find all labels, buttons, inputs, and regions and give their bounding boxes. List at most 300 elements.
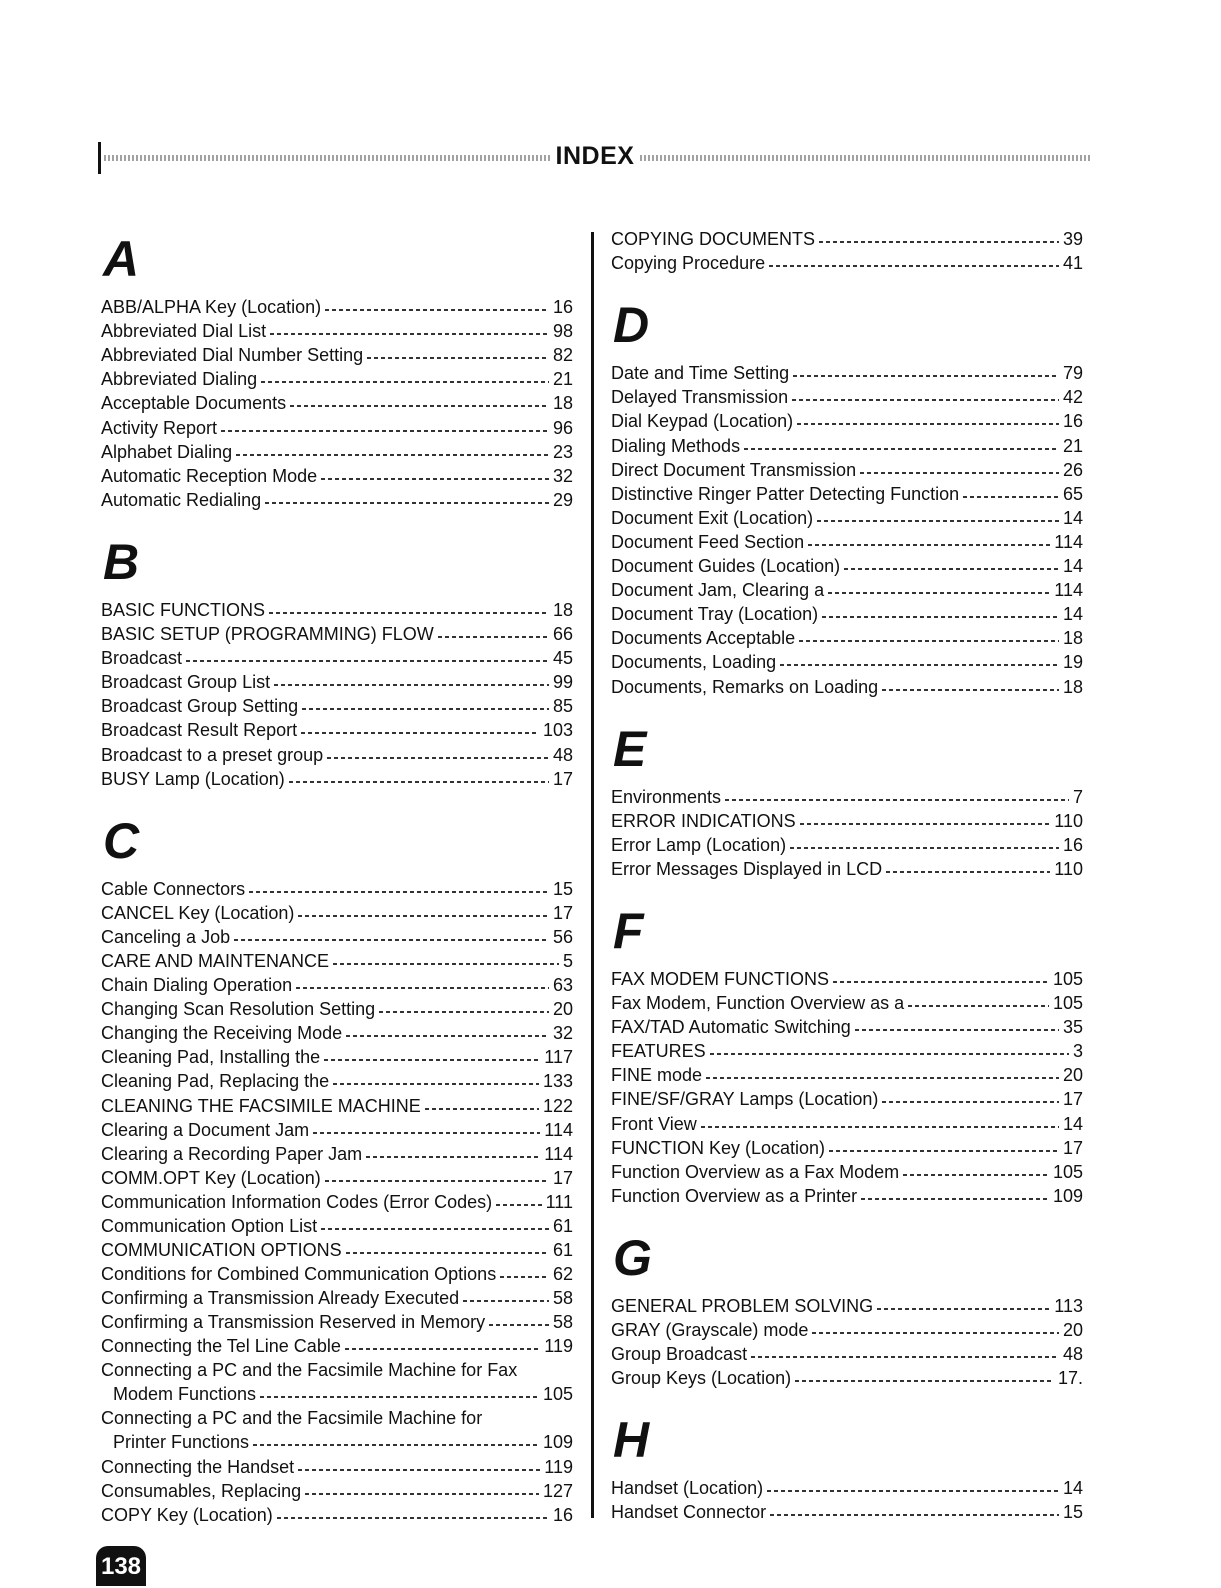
- entry-page: 119: [544, 1456, 573, 1477]
- entry-text: Changing Scan Resolution Setting: [101, 999, 376, 1020]
- index-entry: [607, 505, 1083, 529]
- entry-page: 61: [552, 1216, 573, 1236]
- index-column-right: [607, 226, 1083, 1523]
- entry-text: Activity Report: [101, 417, 218, 438]
- leader-dots: [812, 1332, 1059, 1334]
- entry-page: 114: [1054, 531, 1083, 552]
- index-entry: [97, 1453, 573, 1477]
- entry-text: Error Lamp (Location): [611, 834, 787, 855]
- entry-page: 113: [1054, 1295, 1083, 1316]
- index-entry: [607, 250, 1083, 274]
- index-entry: [607, 577, 1083, 601]
- entry-text: Clearing a Recording Paper Jam: [101, 1143, 363, 1164]
- page-title: INDEX: [555, 142, 635, 170]
- entry-text: Changing the Receiving Mode: [101, 1023, 343, 1044]
- section-letter: H: [613, 1412, 650, 1469]
- leader-dots: [828, 592, 1050, 594]
- entry-text: Cable Connectors: [101, 878, 246, 899]
- entry-text: Connecting a PC and the Facsimile Machine for Fax: [101, 1360, 518, 1381]
- leader-dots: [249, 891, 549, 893]
- entry-page: 82: [552, 345, 573, 366]
- entry-text: Document Tray (Location): [611, 604, 819, 625]
- leader-dots: [253, 1444, 539, 1446]
- section-letter: C: [103, 812, 140, 869]
- index-entry: [607, 1475, 1083, 1499]
- entry-text: Environments: [611, 786, 722, 807]
- leader-dots: [327, 757, 549, 759]
- leader-dots: [301, 732, 539, 734]
- header-rule-right: [640, 155, 1092, 161]
- leader-dots: [882, 1101, 1059, 1103]
- section-letter: E: [613, 720, 647, 777]
- entry-text: ABB/ALPHA Key (Location): [101, 297, 322, 318]
- index-entry: [607, 1062, 1083, 1086]
- entry-text: Clearing a Document Jam: [101, 1119, 310, 1140]
- leader-dots: [790, 847, 1059, 849]
- entry-text: Documents, Remarks on Loading: [611, 676, 879, 697]
- entry-text: FEATURES: [611, 1041, 706, 1062]
- entry-text: FUNCTION Key (Location): [611, 1137, 826, 1158]
- leader-dots: [710, 1053, 1069, 1055]
- index-entry: [97, 972, 573, 996]
- leader-dots: [792, 399, 1059, 401]
- entry-text: Abbreviated Dialing: [101, 369, 258, 390]
- entry-page: 16: [1062, 411, 1083, 432]
- leader-dots: [367, 357, 549, 359]
- leader-dots: [366, 1156, 540, 1158]
- index-entry: [97, 948, 573, 972]
- index-entry: [97, 996, 573, 1020]
- entry-page: 99: [552, 672, 573, 693]
- entry-text: Documents Acceptable: [611, 628, 796, 649]
- entry-page: 18: [552, 599, 573, 620]
- leader-dots: [725, 799, 1069, 801]
- index-entry: [97, 621, 573, 645]
- page-number-badge: 138: [96, 1546, 146, 1586]
- entry-text: Function Overview as a Printer: [611, 1185, 858, 1206]
- entry-page: 122: [542, 1095, 573, 1116]
- index-entry: [97, 1189, 573, 1213]
- leader-dots: [305, 1493, 539, 1495]
- entry-text: CLEANING THE FACSIMILE MACHINE: [101, 1095, 421, 1116]
- entry-page: 26: [1062, 459, 1083, 480]
- leader-dots: [800, 823, 1051, 825]
- entry-page: 17: [552, 1167, 573, 1188]
- entry-text: Copying Procedure: [611, 253, 766, 274]
- index-entry: [97, 1141, 573, 1165]
- entry-text: Broadcast Result Report: [101, 720, 298, 741]
- entry-text: Consumables, Replacing: [101, 1480, 302, 1501]
- entry-text: COMM.OPT Key (Location): [101, 1167, 321, 1188]
- index-entry: [97, 414, 573, 438]
- entry-text: COPYING DOCUMENTS: [611, 229, 816, 250]
- entry-page: 18: [1062, 676, 1083, 697]
- index-section-e: [607, 720, 1083, 880]
- entry-text: Cleaning Pad, Replacing the: [101, 1071, 330, 1092]
- leader-dots: [886, 871, 1050, 873]
- index-column-left: [97, 226, 573, 1526]
- index-entry: [607, 832, 1083, 856]
- entry-text: Connecting a PC and the Facsimile Machine for: [101, 1408, 483, 1429]
- leader-dots: [751, 1356, 1059, 1358]
- index-entry: [607, 226, 1083, 250]
- entry-text-continued: Modem Functions: [113, 1384, 257, 1405]
- index-entry: [97, 1165, 573, 1189]
- index-entry: [97, 294, 573, 318]
- leader-dots: [860, 472, 1059, 474]
- index-entry: [97, 366, 573, 390]
- entry-page: 58: [552, 1312, 573, 1333]
- entry-page: 110: [1054, 810, 1083, 831]
- entry-text: BASIC FUNCTIONS: [101, 599, 266, 620]
- entry-text: Document Guides (Location): [611, 556, 841, 577]
- entry-text: Abbreviated Dial List: [101, 321, 267, 342]
- entry-page: 63: [552, 975, 573, 996]
- entry-page: 32: [552, 1023, 573, 1044]
- index-entry: [607, 1038, 1083, 1062]
- leader-dots: [265, 502, 549, 504]
- entry-page: 111: [545, 1191, 573, 1212]
- entry-text: BUSY Lamp (Location): [101, 768, 285, 789]
- entry-page: 39: [1062, 229, 1083, 250]
- index-entry: [97, 645, 573, 669]
- entry-page: 45: [552, 648, 573, 669]
- leader-dots: [797, 423, 1059, 425]
- entry-text: Alphabet Dialing: [101, 441, 233, 462]
- entry-text: Conditions for Combined Communication Options: [101, 1264, 497, 1285]
- leader-dots: [819, 241, 1059, 243]
- index-entry: [607, 432, 1083, 456]
- entry-text: FINE mode: [611, 1065, 703, 1086]
- index-section-h: [607, 1412, 1083, 1523]
- entry-text: Handset Connector: [611, 1502, 767, 1523]
- leader-dots: [817, 520, 1059, 522]
- index-entry: [607, 408, 1083, 432]
- leader-dots: [298, 1469, 540, 1471]
- leader-dots: [321, 1228, 549, 1230]
- leader-dots: [345, 1348, 540, 1350]
- index-entry: [607, 966, 1083, 990]
- leader-dots: [767, 1490, 1059, 1492]
- entry-page: 15: [552, 878, 573, 899]
- entry-page: 21: [1062, 435, 1083, 456]
- entry-text: FAX MODEM FUNCTIONS: [611, 968, 830, 989]
- entry-page: 98: [552, 321, 573, 342]
- index-entry: [97, 1357, 573, 1405]
- leader-dots: [261, 381, 549, 383]
- leader-dots: [844, 568, 1059, 570]
- leader-dots: [744, 448, 1059, 450]
- leader-dots: [808, 544, 1050, 546]
- leader-dots: [908, 1005, 1049, 1007]
- leader-dots: [290, 405, 549, 407]
- leader-dots: [793, 375, 1059, 377]
- entry-text: COPY Key (Location): [101, 1504, 273, 1525]
- entry-text: GRAY (Grayscale) mode: [611, 1320, 809, 1340]
- leader-dots: [706, 1077, 1059, 1079]
- leader-dots: [855, 1029, 1059, 1031]
- entry-text: Confirming a Transmission Already Executed: [101, 1288, 460, 1309]
- entry-page: 7: [1072, 786, 1083, 807]
- leader-dots: [769, 265, 1059, 267]
- entry-page: 41: [1062, 253, 1083, 274]
- section-letter: F: [613, 902, 644, 959]
- entry-text: Delayed Transmission: [611, 387, 789, 408]
- index-entry: [607, 1293, 1083, 1317]
- entry-text: Cleaning Pad, Installing the: [101, 1047, 321, 1068]
- entry-page: 20: [552, 999, 573, 1020]
- leader-dots: [333, 1083, 539, 1085]
- index-entry: [97, 463, 573, 487]
- index-entry: [97, 717, 573, 741]
- index-entry: [607, 529, 1083, 553]
- entry-text: CANCEL Key (Location): [101, 902, 295, 923]
- entry-text: GENERAL PROBLEM SOLVING: [611, 1295, 874, 1316]
- index-entry: [97, 900, 573, 924]
- index-entry: [97, 1068, 573, 1092]
- entry-page: 62: [552, 1264, 573, 1285]
- index-entry: [97, 1213, 573, 1237]
- index-entry: [97, 439, 573, 463]
- index-entry: [97, 1044, 573, 1068]
- index-entry: [607, 601, 1083, 625]
- index-entry: [97, 1020, 573, 1044]
- section-letter: D: [613, 297, 650, 354]
- entry-text: Automatic Reception Mode: [101, 465, 318, 486]
- entry-text: Dial Keypad (Location): [611, 411, 794, 432]
- column-divider: [591, 232, 594, 1518]
- index-entry: [607, 673, 1083, 697]
- index-entry: [97, 924, 573, 948]
- index-entry: [97, 1237, 573, 1261]
- index-section-c: [97, 812, 573, 1526]
- leader-dots: [260, 1396, 539, 1398]
- entry-text: CARE AND MAINTENANCE: [101, 950, 330, 971]
- entry-page: 105: [1052, 1161, 1083, 1182]
- entry-text: Broadcast to a preset group: [101, 744, 324, 765]
- index-entry: [607, 481, 1083, 505]
- entry-page: 18: [1062, 628, 1083, 649]
- entry-text: Error Messages Displayed in LCD: [611, 858, 883, 879]
- index-section-f: [607, 902, 1083, 1207]
- entry-page: 17: [1062, 1137, 1083, 1158]
- entry-page: 16: [552, 297, 573, 318]
- entry-text: Document Feed Section: [611, 531, 805, 552]
- entry-page: 127: [542, 1480, 573, 1501]
- index-entry: [607, 1183, 1083, 1207]
- leader-dots: [379, 1011, 549, 1013]
- index-header: [98, 140, 1092, 180]
- entry-page: 16: [1062, 834, 1083, 855]
- entry-page: 117: [544, 1047, 573, 1068]
- entry-text-continued: Printer Functions: [113, 1432, 250, 1453]
- index-entry: [607, 360, 1083, 384]
- leader-dots: [795, 1380, 1054, 1382]
- entry-page: 29: [552, 489, 573, 510]
- entry-page: 48: [552, 744, 573, 765]
- index-entry: [607, 990, 1083, 1014]
- entry-page: 14: [1062, 556, 1083, 577]
- entry-page: 42: [1062, 387, 1083, 408]
- leader-dots: [822, 616, 1059, 618]
- index-entry: [607, 1014, 1083, 1038]
- entry-page: 103: [542, 720, 573, 741]
- entry-page: 14: [1062, 604, 1083, 625]
- leader-dots: [780, 664, 1059, 666]
- index-entry: [97, 1117, 573, 1141]
- leader-dots: [346, 1252, 549, 1254]
- entry-page: 14: [1062, 1113, 1083, 1134]
- index-entry: [97, 766, 573, 790]
- leader-dots: [489, 1324, 549, 1326]
- leader-dots: [221, 430, 549, 432]
- entry-text: Group Keys (Location): [611, 1368, 792, 1389]
- entry-page: 17: [552, 902, 573, 923]
- header-rule-left: [104, 155, 550, 161]
- index-entry: [97, 876, 573, 900]
- index-entry: [607, 784, 1083, 808]
- entry-page: 56: [552, 926, 573, 947]
- index-entry: [97, 1333, 573, 1357]
- index-entry: [97, 597, 573, 621]
- entry-page: 58: [552, 1288, 573, 1309]
- entry-page: 16: [552, 1504, 573, 1525]
- entry-page: 18: [552, 393, 573, 414]
- entry-text: Documents, Loading: [611, 652, 777, 673]
- index-section-continued: [607, 226, 1083, 274]
- entry-text: Dialing Methods: [611, 435, 741, 456]
- entry-page: 105: [542, 1384, 573, 1405]
- leader-dots: [236, 454, 549, 456]
- entry-text: Handset (Location): [611, 1478, 764, 1499]
- leader-dots: [324, 1059, 540, 1061]
- entry-text: COMMUNICATION OPTIONS: [101, 1240, 342, 1261]
- leader-dots: [296, 987, 549, 989]
- leader-dots: [325, 1180, 549, 1182]
- entry-text: Broadcast Group Setting: [101, 696, 299, 717]
- entry-text: Broadcast Group List: [101, 672, 271, 693]
- leader-dots: [321, 478, 549, 480]
- entry-text: Document Exit (Location): [611, 507, 814, 528]
- entry-page: 105: [1052, 993, 1083, 1014]
- index-entry: [607, 1110, 1083, 1134]
- header-left-bar: [98, 142, 101, 174]
- index-entry: [607, 553, 1083, 577]
- entry-page: 85: [552, 696, 573, 717]
- entry-text: Confirming a Transmission Reserved in Memory: [101, 1312, 486, 1333]
- entry-page: 110: [1054, 858, 1083, 879]
- entry-page: 96: [552, 417, 573, 438]
- entry-text: Communication Information Codes (Error Codes): [101, 1191, 493, 1212]
- index-entry: [97, 318, 573, 342]
- entry-text: Connecting the Handset: [101, 1456, 295, 1477]
- index-entry: [607, 457, 1083, 481]
- entry-page: 109: [542, 1432, 573, 1453]
- entry-text: FAX/TAD Automatic Switching: [611, 1017, 851, 1038]
- entry-text: ERROR INDICATIONS: [611, 810, 796, 831]
- leader-dots: [438, 636, 549, 638]
- leader-dots: [277, 1517, 549, 1519]
- entry-page: 17.: [1057, 1368, 1083, 1389]
- index-entry: [97, 669, 573, 693]
- entry-page: 15: [1062, 1502, 1083, 1523]
- index-entry: [97, 1405, 573, 1453]
- entry-text: Abbreviated Dial Number Setting: [101, 345, 364, 366]
- entry-page: 65: [1062, 483, 1083, 504]
- index-entry: [607, 1499, 1083, 1523]
- leader-dots: [302, 708, 549, 710]
- entry-page: 109: [1052, 1185, 1083, 1206]
- entry-page: 20: [1062, 1320, 1083, 1340]
- index-section-a: [97, 231, 573, 511]
- entry-page: 79: [1062, 363, 1083, 384]
- index-entry: [607, 1086, 1083, 1110]
- leader-dots: [313, 1132, 540, 1134]
- leader-dots: [829, 1150, 1059, 1152]
- entry-page: 105: [1052, 968, 1083, 989]
- index-entry: [97, 390, 573, 414]
- entry-text: Fax Modem, Function Overview as a: [611, 993, 905, 1014]
- entry-page: 17: [552, 768, 573, 789]
- index-entry: [97, 741, 573, 765]
- entry-text: Function Overview as a Fax Modem: [611, 1161, 900, 1182]
- entry-page: 66: [552, 624, 573, 645]
- entry-page: 17: [1062, 1089, 1083, 1110]
- index-entry: [97, 1309, 573, 1333]
- index-section-g: [607, 1229, 1083, 1389]
- leader-dots: [463, 1300, 549, 1302]
- index-entry: [607, 1159, 1083, 1183]
- entry-text: Broadcast: [101, 648, 183, 669]
- entry-text: BASIC SETUP (PROGRAMMING) FLOW: [101, 624, 434, 645]
- entry-page: 14: [1062, 507, 1083, 528]
- leader-dots: [274, 684, 549, 686]
- index-entry: [607, 856, 1083, 880]
- entry-text: Distinctive Ringer Patter Detecting Function: [611, 483, 960, 504]
- section-letter: B: [103, 533, 140, 590]
- entry-page: 21: [552, 369, 573, 390]
- entry-page: 114: [544, 1119, 573, 1140]
- index-entry: [97, 487, 573, 511]
- leader-dots: [799, 640, 1059, 642]
- index-entry: [97, 1092, 573, 1116]
- index-entry: [607, 1317, 1083, 1341]
- leader-dots: [425, 1108, 539, 1110]
- entry-page: 19: [1062, 652, 1083, 673]
- entry-text: Front View: [611, 1113, 697, 1134]
- entry-text: Communication Option List: [101, 1216, 318, 1236]
- entry-page: 5: [562, 950, 573, 971]
- entry-page: 32: [552, 465, 573, 486]
- entry-page: 23: [552, 441, 573, 462]
- entry-text: Document Jam, Clearing a: [611, 580, 825, 601]
- entry-page: 48: [1062, 1344, 1083, 1365]
- entry-text: FINE/SF/GRAY Lamps (Location): [611, 1089, 879, 1110]
- index-entry: [97, 1285, 573, 1309]
- entry-page: 35: [1062, 1017, 1083, 1038]
- entry-text: Acceptable Documents: [101, 393, 287, 414]
- leader-dots: [496, 1204, 541, 1206]
- section-letter: A: [103, 231, 140, 287]
- leader-dots: [333, 963, 559, 965]
- entry-text: Direct Document Transmission: [611, 459, 857, 480]
- entry-text: Chain Dialing Operation: [101, 975, 293, 996]
- leader-dots: [882, 689, 1059, 691]
- index-entry: [607, 808, 1083, 832]
- index-entry: [607, 384, 1083, 408]
- index-section-b: [97, 533, 573, 790]
- leader-dots: [963, 496, 1059, 498]
